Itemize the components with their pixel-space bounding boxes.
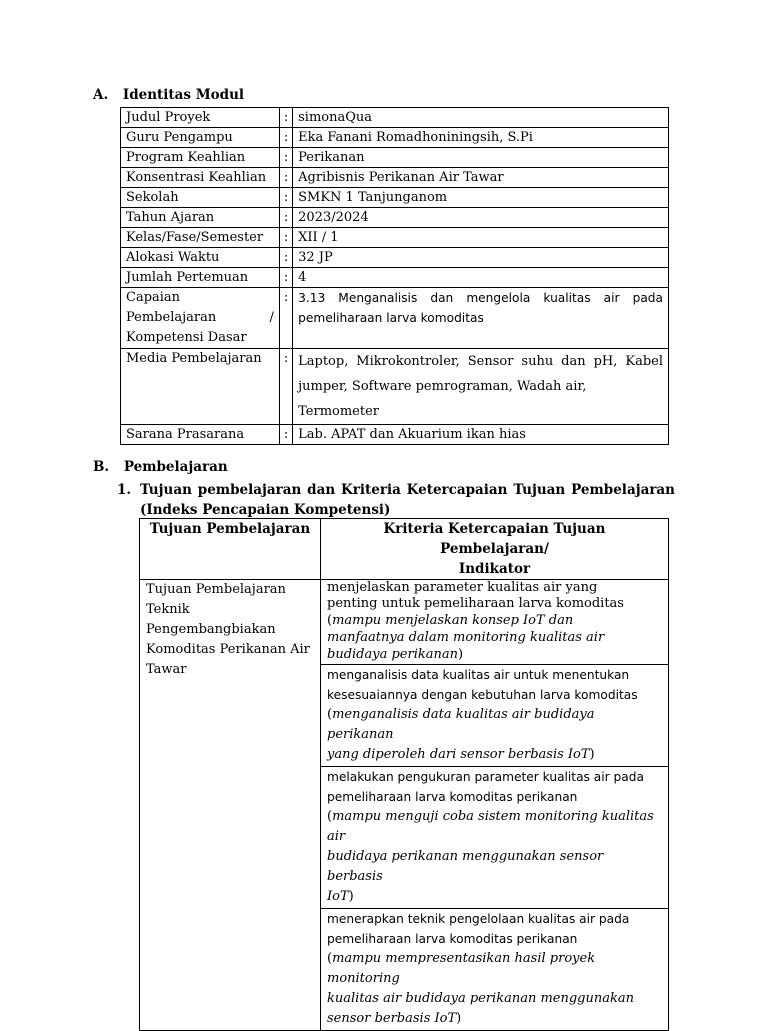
identity-sep: :: [279, 268, 292, 288]
criteria-line: penting untuk pemeliharaan larva komoditas: [327, 596, 624, 611]
criteria-indicator-text: mampu mempresentasikan hasil proyek monitoring: [327, 951, 596, 986]
tujuan-line: Teknik: [146, 602, 190, 617]
identity-row: [121, 248, 669, 268]
identity-sep: :: [279, 188, 292, 208]
criteria-line: melakukan pengukuran parameter kualitas air pada: [327, 770, 644, 784]
criteria-paren-open: (: [327, 707, 333, 722]
media-value-line2: jumper, Software pemrograman, Wadah air, Termometer: [298, 379, 587, 419]
identity-table: [120, 107, 669, 445]
identity-row: [121, 208, 669, 228]
tujuan-line: Tawar: [146, 662, 187, 677]
identity-row: [121, 188, 669, 208]
identity-key: Judul Proyek: [121, 108, 280, 128]
identity-value: 4: [293, 268, 669, 288]
tujuan-line: Tujuan Pembelajaran: [146, 582, 286, 597]
capaian-key-line3: Kompetensi Dasar: [126, 330, 247, 345]
criteria-indicator-text: budidaya perikanan menggunakan sensor berbasis: [327, 849, 604, 884]
header-tujuan: Tujuan Pembelajaran: [140, 519, 321, 580]
media-sep: :: [279, 349, 292, 425]
section-a-title: Identitas Modul: [122, 87, 245, 103]
identity-value: 2023/2024: [293, 208, 669, 228]
capaian-key-line1: Capaian: [126, 290, 181, 305]
table-row: [140, 580, 669, 665]
header-kriteria-line2: Indikator: [458, 561, 531, 577]
criteria-indicator-text: budidaya perikanan: [327, 647, 458, 662]
media-value: [293, 349, 669, 425]
identity-row-capaian: [121, 288, 669, 349]
identity-key: Konsentrasi Keahlian: [121, 168, 280, 188]
subsection-1-num: 1.: [117, 482, 132, 498]
section-a-heading: [93, 87, 244, 103]
section-b-heading: [93, 459, 228, 475]
identity-row: [121, 425, 669, 445]
identity-sep: :: [279, 168, 292, 188]
identity-row: [121, 168, 669, 188]
identity-sep: :: [279, 248, 292, 268]
capaian-sep: :: [279, 288, 292, 349]
identity-value: 32 JP: [293, 248, 669, 268]
subsection-1-heading: [117, 480, 675, 520]
capaian-key-line2b: /: [269, 310, 274, 325]
identity-sep: :: [279, 148, 292, 168]
criteria-indicator-text: sensor berbasis IoT: [327, 1011, 457, 1026]
header-kriteria: [321, 519, 669, 580]
criteria-paren-close: ): [457, 647, 464, 662]
criteria-indicator-text: manfaatnya dalam monitoring kualitas air: [327, 630, 605, 645]
capaian-value-line1: 3.13 Menganalisis dan mengelola kualitas air pada: [298, 291, 663, 305]
identity-row: [121, 268, 669, 288]
media-key: Media Pembelajaran: [121, 349, 280, 425]
criteria-paren-open: (: [327, 809, 333, 824]
criteria-cell: [321, 909, 669, 1031]
identity-row: [121, 148, 669, 168]
table-header-row: [140, 519, 669, 580]
criteria-cell: [321, 580, 669, 665]
criteria-indicator-text: kualitas air budidaya perikanan menggunakan: [327, 991, 634, 1006]
learning-objectives-table: [139, 518, 669, 1031]
criteria-paren-close: ): [456, 1011, 462, 1026]
sarana-key: Sarana Prasarana: [121, 425, 280, 445]
identity-value: Eka Fanani Romadhoniningsih, S.Pi: [293, 128, 669, 148]
criteria-indicator-text: IoT: [327, 889, 349, 904]
identity-sep: :: [279, 208, 292, 228]
subsection-1-line1: Tujuan pembelajaran dan Kriteria Ketercapaian Tujuan Pembelajaran: [140, 482, 675, 498]
capaian-key-line2a: Pembelajaran: [126, 310, 217, 325]
section-b-title: Pembelajaran: [123, 459, 228, 475]
header-kriteria-line1: Kriteria Ketercapaian Tujuan Pembelajaran/: [383, 521, 606, 557]
criteria-indicator-text: menganalisis data kualitas air budidaya perikanan: [327, 707, 595, 742]
criteria-paren-open: (: [327, 951, 333, 966]
identity-row: [121, 128, 669, 148]
criteria-line: menjelaskan parameter kualitas air yang: [327, 580, 598, 595]
identity-key: Tahun Ajaran: [121, 208, 280, 228]
criteria-cell: [321, 767, 669, 909]
identity-row: [121, 228, 669, 248]
criteria-line: pemeliharaan larva komoditas perikanan: [327, 790, 578, 804]
identity-sep: :: [279, 128, 292, 148]
identity-sep: :: [279, 228, 292, 248]
sarana-value: Lab. APAT dan Akuarium ikan hias: [293, 425, 669, 445]
tujuan-line: Komoditas Perikanan Air: [146, 642, 310, 657]
criteria-line: menganalisis data kualitas air untuk menentukan: [327, 668, 630, 682]
subsection-1-line2: (Indeks Pencapaian Kompetensi): [140, 502, 391, 518]
identity-sep: :: [279, 108, 292, 128]
identity-value: Agribisnis Perikanan Air Tawar: [293, 168, 669, 188]
tujuan-cell: [140, 580, 321, 1031]
identity-value: Perikanan: [293, 148, 669, 168]
media-value-line1: Laptop, Mikrokontroler, Sensor suhu dan pH, Kabel: [298, 354, 663, 369]
criteria-cell: [321, 665, 669, 767]
capaian-value: [293, 288, 669, 349]
identity-row-media: [121, 349, 669, 425]
section-b-label: B.: [93, 459, 110, 475]
identity-key: Sekolah: [121, 188, 280, 208]
criteria-paren-close: ): [589, 747, 595, 762]
identity-value: XII / 1: [293, 228, 669, 248]
criteria-paren-open: (: [327, 613, 333, 628]
identity-key: Guru Pengampu: [121, 128, 280, 148]
capaian-key: [121, 288, 280, 349]
identity-key: Alokasi Waktu: [121, 248, 280, 268]
criteria-line: pemeliharaan larva komoditas perikanan: [327, 932, 578, 946]
identity-key: Program Keahlian: [121, 148, 280, 168]
identity-key: Jumlah Pertemuan: [121, 268, 280, 288]
criteria-indicator-text: yang diperoleh dari sensor berbasis IoT: [327, 747, 590, 762]
criteria-line: menerapkan teknik pengelolaan kualitas air pada: [327, 912, 630, 926]
identity-key: Kelas/Fase/Semester: [121, 228, 280, 248]
criteria-indicator-text: mampu menjelaskan konsep IoT dan: [332, 613, 574, 628]
identity-value: SMKN 1 Tanjunganom: [293, 188, 669, 208]
criteria-paren-close: ): [348, 889, 354, 904]
tujuan-line: Pengembangbiakan: [146, 622, 276, 637]
criteria-line: kesesuaiannya dengan kebutuhan larva komoditas: [327, 688, 638, 702]
sarana-sep: :: [279, 425, 292, 445]
criteria-indicator-text: mampu menguji coba sistem monitoring kualitas air: [327, 809, 654, 844]
identity-value: simonaQua: [293, 108, 669, 128]
capaian-value-line2: pemeliharaan larva komoditas: [298, 311, 484, 325]
identity-row: [121, 108, 669, 128]
section-a-label: A.: [93, 87, 109, 103]
